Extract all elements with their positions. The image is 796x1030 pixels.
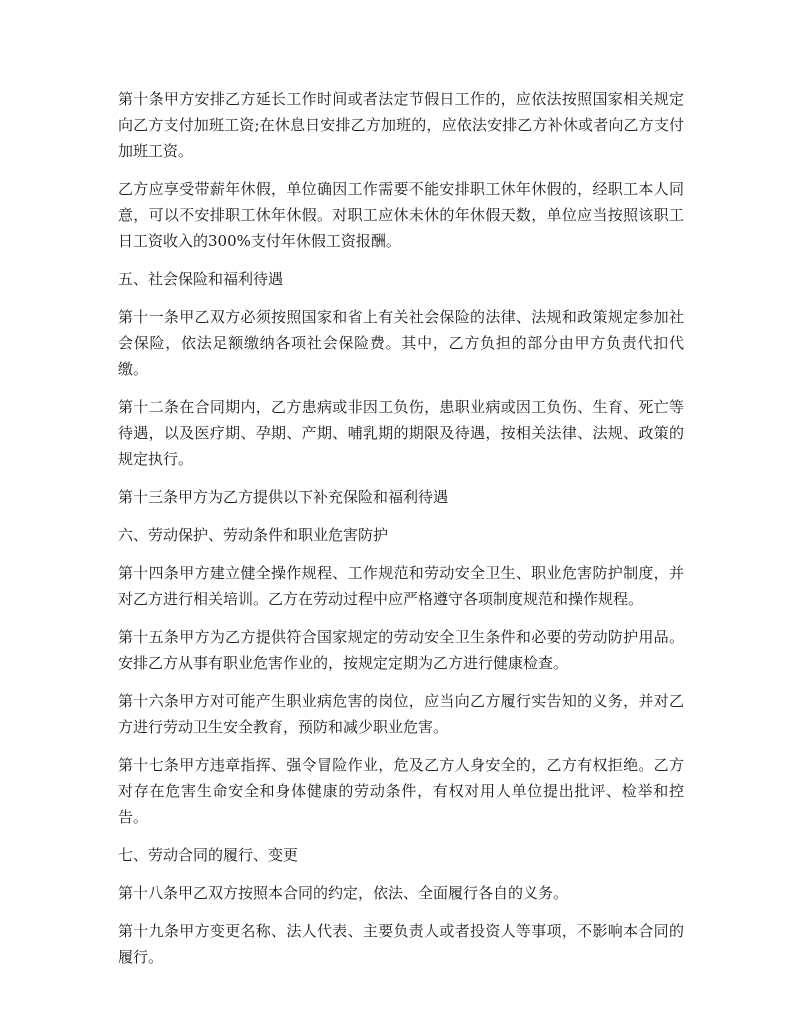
clause-14-safety-rules: 第十四条甲方建立健全操作规程、工作规范和劳动安全卫生、职业危害防护制度，并对乙方进行相关培训。乙方在劳动过程中应严格遵守各项制度规范和操作规程。: [118, 564, 684, 608]
clause-18-performance: 第十八条甲乙双方按照本合同的约定，依法、全面履行各自的义务。: [118, 884, 569, 902]
clause-15-protective-equipment: 第十五条甲方为乙方提供符合国家规定的劳动安全卫生条件和必要的劳动防护用品。安排乙方从事有职业危害作业的，按规定定期为乙方进行健康检查。: [118, 628, 684, 672]
clause-11-social-insurance: 第十一条甲乙双方必须按照国家和省上有关社会保险的法律、法规和政策规定参加社会保险，依法足额缴纳各项社会保险费。其中，乙方负担的部分由甲方负责代扣代缴。: [118, 308, 684, 378]
section-heading-social-insurance: 五、社会保险和福利待遇: [118, 270, 284, 288]
paragraph-annual-leave: 乙方应享受带薪年休假，单位确因工作需要不能安排职工休年休假的，经职工本人同意，可以不安排职工休年休假。对职工应休未休的年休假天数，单位应当按照该职工日工资收入的300%支付年休假工资报酬。: [118, 180, 684, 250]
clause-12-sick-injury-benefits: 第十二条在合同期内，乙方患病或非因工负伤，患职业病或因工负伤、生育、死亡等待遇，以及医疗期、孕期、产期、哺乳期的期限及待遇，按相关法律、法规、政策的规定执行。: [118, 398, 684, 468]
clause-13-supplementary-benefits: 第十三条甲方为乙方提供以下补充保险和福利待遇: [118, 488, 449, 506]
clause-17-right-to-refuse: 第十七条甲方违章指挥、强令冒险作业，危及乙方人身安全的，乙方有权拒绝。乙方对存在危害生命安全和身体健康的劳动条件，有权对用人单位提出批评、检举和控告。: [118, 756, 684, 826]
section-heading-contract-performance: 七、劳动合同的履行、变更: [118, 846, 299, 864]
clause-19-employer-changes: 第十九条甲方变更名称、法人代表、主要负责人或者投资人等事项，不影响本合同的履行。: [118, 922, 684, 966]
clause-16-hazard-notification: 第十六条甲方对可能产生职业病危害的岗位，应当向乙方履行实告知的义务，并对乙方进行劳动卫生安全教育，预防和减少职业危害。: [118, 692, 684, 736]
document-body: [118, 86, 684, 982]
section-heading-labor-protection: 六、劳动保护、劳动条件和职业危害防护: [118, 526, 389, 544]
clause-10-overtime-pay: 第十条甲方安排乙方延长工作时间或者法定节假日工作的，应依法按照国家相关规定向乙方支付加班工资;在休息日安排乙方加班的，应依法安排乙方补休或者向乙方支付加班工资。: [118, 90, 684, 160]
